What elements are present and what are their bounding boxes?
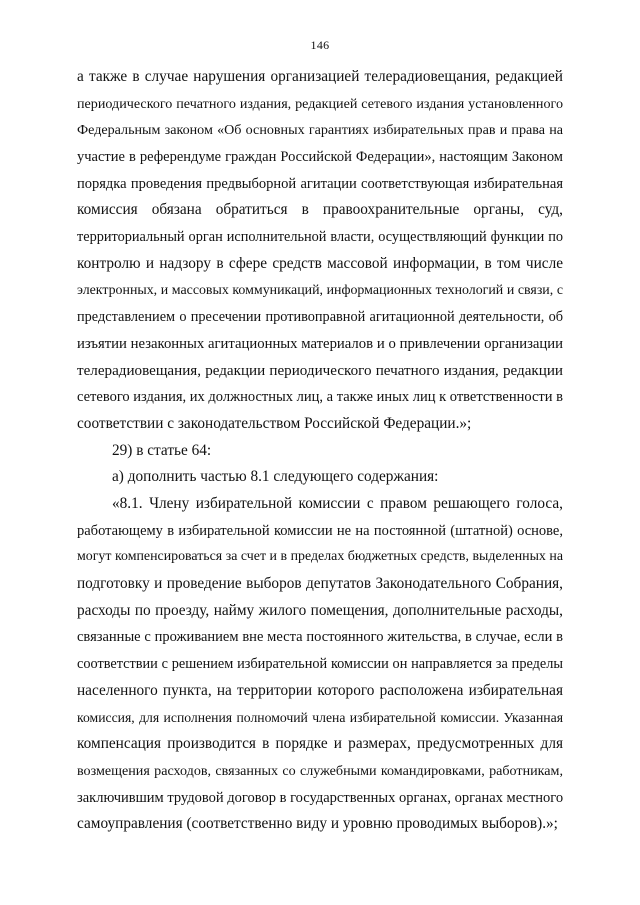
text-line: контролю и надзору в сфере средств массовой информации, в том числе <box>77 254 563 272</box>
text-line: расходы по проезду, найму жилого помещения, дополнительные расходы, <box>77 601 563 619</box>
text-line: соответствии с решением избирательной комиссии он направляется за пределы <box>77 656 563 673</box>
text-line: комиссия обязана обратиться в правоохранительные органы, суд, <box>77 201 563 219</box>
text-line: телерадиовещания, редакции периодического печатного издания, редакции <box>77 362 563 379</box>
text-line: соответствии с законодательством Российской Федерации.»; <box>77 414 472 432</box>
text-line: «8.1. Члену избирательной комиссии с правом решающего голоса, <box>112 495 563 512</box>
text-line: периодического печатного издания, редакцией сетевого издания установленного <box>77 95 563 112</box>
text-line: участие в референдуме граждан Российской Федерации», настоящим Законом <box>77 149 563 166</box>
text-line: Федеральным законом «Об основных гарантиях избирательных прав и права на <box>77 122 563 139</box>
text-line: возмещения расходов, связанных со служебными командировками, работникам, <box>77 762 563 779</box>
text-line: изъятии незаконных агитационных материалов и о привлечении организации <box>77 335 563 352</box>
text-line: подготовку и проведение выборов депутатов Законодательного Собрания, <box>77 575 563 593</box>
text-line: компенсация производится в порядке и размерах, предусмотренных для <box>77 735 563 753</box>
text-line: представлением о пресечении противоправной агитационной деятельности, об <box>77 309 563 326</box>
text-line: населенного пункта, на территории которого расположена избирательная <box>77 681 563 699</box>
page-number: 146 <box>310 38 330 52</box>
text-line: самоуправления (соответственно виду и уровню проводимых выборов).»; <box>77 815 558 833</box>
text-line: порядка проведения предвыборной агитации соответствующая избирательная <box>77 175 563 192</box>
text-line: а также в случае нарушения организацией телерадиовещания, редакцией <box>77 68 563 85</box>
text-line: территориальный орган исполнительной власти, осуществляющий функции по <box>77 229 563 246</box>
text-line: электронных, и массовых коммуникаций, информационных технологий и связи, с <box>77 282 563 298</box>
document-body <box>77 64 563 838</box>
text-line: а) дополнить частью 8.1 следующего содержания: <box>112 468 439 486</box>
text-line: 29) в статье 64: <box>112 441 212 459</box>
text-line: связанные с проживанием вне места постоянного жительства, в случае, если в <box>77 629 563 646</box>
text-line: комиссия, для исполнения полномочий члена избирательной комиссии. Указанная <box>77 709 563 725</box>
text-line: сетевого издания, их должностных лиц, а также иных лиц к ответственности в <box>77 389 563 406</box>
text-line: заключившим трудовой договор в государственных органах, органах местного <box>77 789 563 806</box>
text-line: могут компенсироваться за счет и в пределах бюджетных средств, выделенных на <box>77 549 563 565</box>
text-line: работающему в избирательной комиссии не на постоянной (штатной) основе, <box>77 522 563 539</box>
